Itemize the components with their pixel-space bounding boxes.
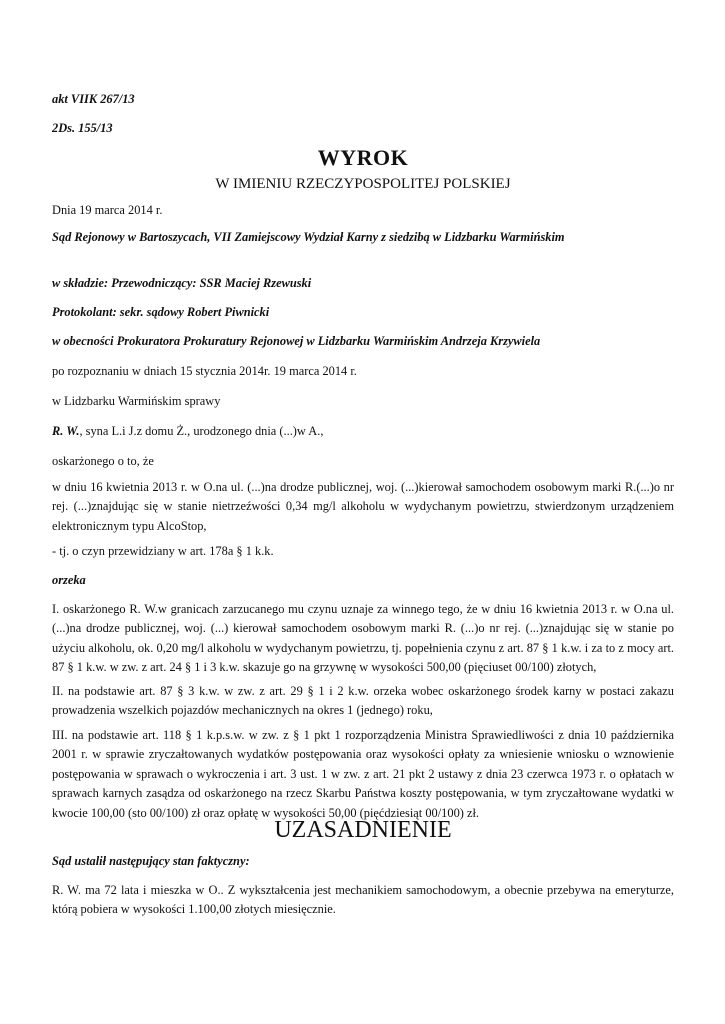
- defendant-details: , syna L.i J.z domu Ż., urodzonego dnia (...)w A.,: [79, 424, 324, 438]
- facts-heading: Sąd ustalił następujący stan faktyczny:: [52, 854, 250, 868]
- justification-title: UZASADNIENIE: [274, 817, 452, 843]
- ruling-label: orzeka: [52, 573, 86, 587]
- ruling-point-1: I. oskarżonego R. W.w granicach zarzucanego mu czynu uznaje za winnego tego, że w dniu 16 kwietnia 2013 r. w O.na ul. (...)na drodze publicznej, woj. (...) kierował samochodem osobowym marki R. (...)o nr rej. (...)znajdując się w stanie po użyciu alkoholu, ok. 0,20 mg/l alkoholu w wydychanym powietrzu, tj. popełnienia czynu z art. 87 § 1 k.w. i za to z mocy art. 87 § 1 k.w. w zw. z art. 24 § 1 i 3 k.w. skazuje go na grzywnę w wysokości 500,00 (pięciuset 00/100) złotych,: [52, 602, 674, 675]
- place-line: w Lidzbarku Warmińskim sprawy: [52, 394, 221, 408]
- court-composition: w składzie: Przewodniczący: SSR Maciej Rzewuski: [52, 276, 312, 290]
- charge-paragraph: w dniu 16 kwietnia 2013 r. w O.na ul. (...)na drodze publicznej, woj. (...)kierował samochodem osobowym marki R.(...)o nr rej. (...)znajdując się w stanie nietrzeźwości 0,34 mg/l alkoholu w wydychanym powietrzu, stwierdzonym urządzeniem elektronicznym typu AlcoStop,: [52, 480, 674, 533]
- court-clerk: Protokolant: sekr. sądowy Robert Piwnicki: [52, 305, 270, 319]
- facts-paragraph: R. W. ma 72 lata i mieszka w O.. Z wykształcenia jest mechanikiem samochodowym, a obecnie przebywa na emeryturze, którą pobiera w wysokości 1.100,00 złotych miesięcznie.: [52, 883, 674, 917]
- accused-of-line: oskarżonego o to, że: [52, 454, 154, 468]
- case-number: akt VIIK 267/13: [52, 92, 135, 106]
- ruling-point-2: II. na podstawie art. 87 § 3 k.w. w zw. z art. 29 § 1 i 2 k.w. orzeka wobec oskarżonego środek karny w postaci zakazu prowadzenia wszelkich pojazdów mechanicznych na okres 1 (jednego) roku,: [52, 684, 674, 718]
- hearing-line: po rozpoznaniu w dniach 15 stycznia 2014r. 19 marca 2014 r.: [52, 364, 357, 378]
- ruling-point-3: III. na podstawie art. 118 § 1 k.p.s.w. w zw. z § 1 pkt 1 rozporządzenia Ministra Sprawiedliwości z dnia 10 października 2001 r. w sprawie zryczałtowanych wydatków postępowania oraz wysokości opłaty za wniesienie wniosku o wznowienie postępowania w sprawach o wykroczenia i art. 3 ust. 1 w zw. z art. 21 pkt 2 ustawy z dnia 23 czerwca 1973 r. o opłatach w sprawach karnych zasądza od oskarżonego na rzecz Skarbu Państwa koszty postępowania, w tym zryczałtowane wydatki w kwocie 100,00 (sto 00/100) zł oraz opłatę w wysokości 50,00 (pięćdziesiąt 00/100) zł.: [52, 728, 674, 820]
- defendant-name: R. W.: [52, 424, 80, 438]
- document-title: WYROK: [317, 145, 409, 170]
- prosecutor-line: w obecności Prokuratora Prokuratury Rejonowej w Lidzbarku Warmińskim Andrzeja Krzywiela: [52, 334, 541, 348]
- defendant-line: [52, 422, 323, 441]
- charge-article: - tj. o czyn przewidziany w art. 178a § 1 k.k.: [52, 544, 274, 558]
- court-name: Sąd Rejonowy w Bartoszycach, VII Zamiejscowy Wydział Karny z siedzibą w Lidzbarku Warmińskim: [52, 230, 565, 244]
- document-subtitle: W IMIENIU RZECZYPOSPOLITEJ POLSKIEJ: [215, 176, 511, 192]
- date-line: Dnia 19 marca 2014 r.: [52, 203, 163, 217]
- ds-number: 2Ds. 155/13: [52, 121, 113, 135]
